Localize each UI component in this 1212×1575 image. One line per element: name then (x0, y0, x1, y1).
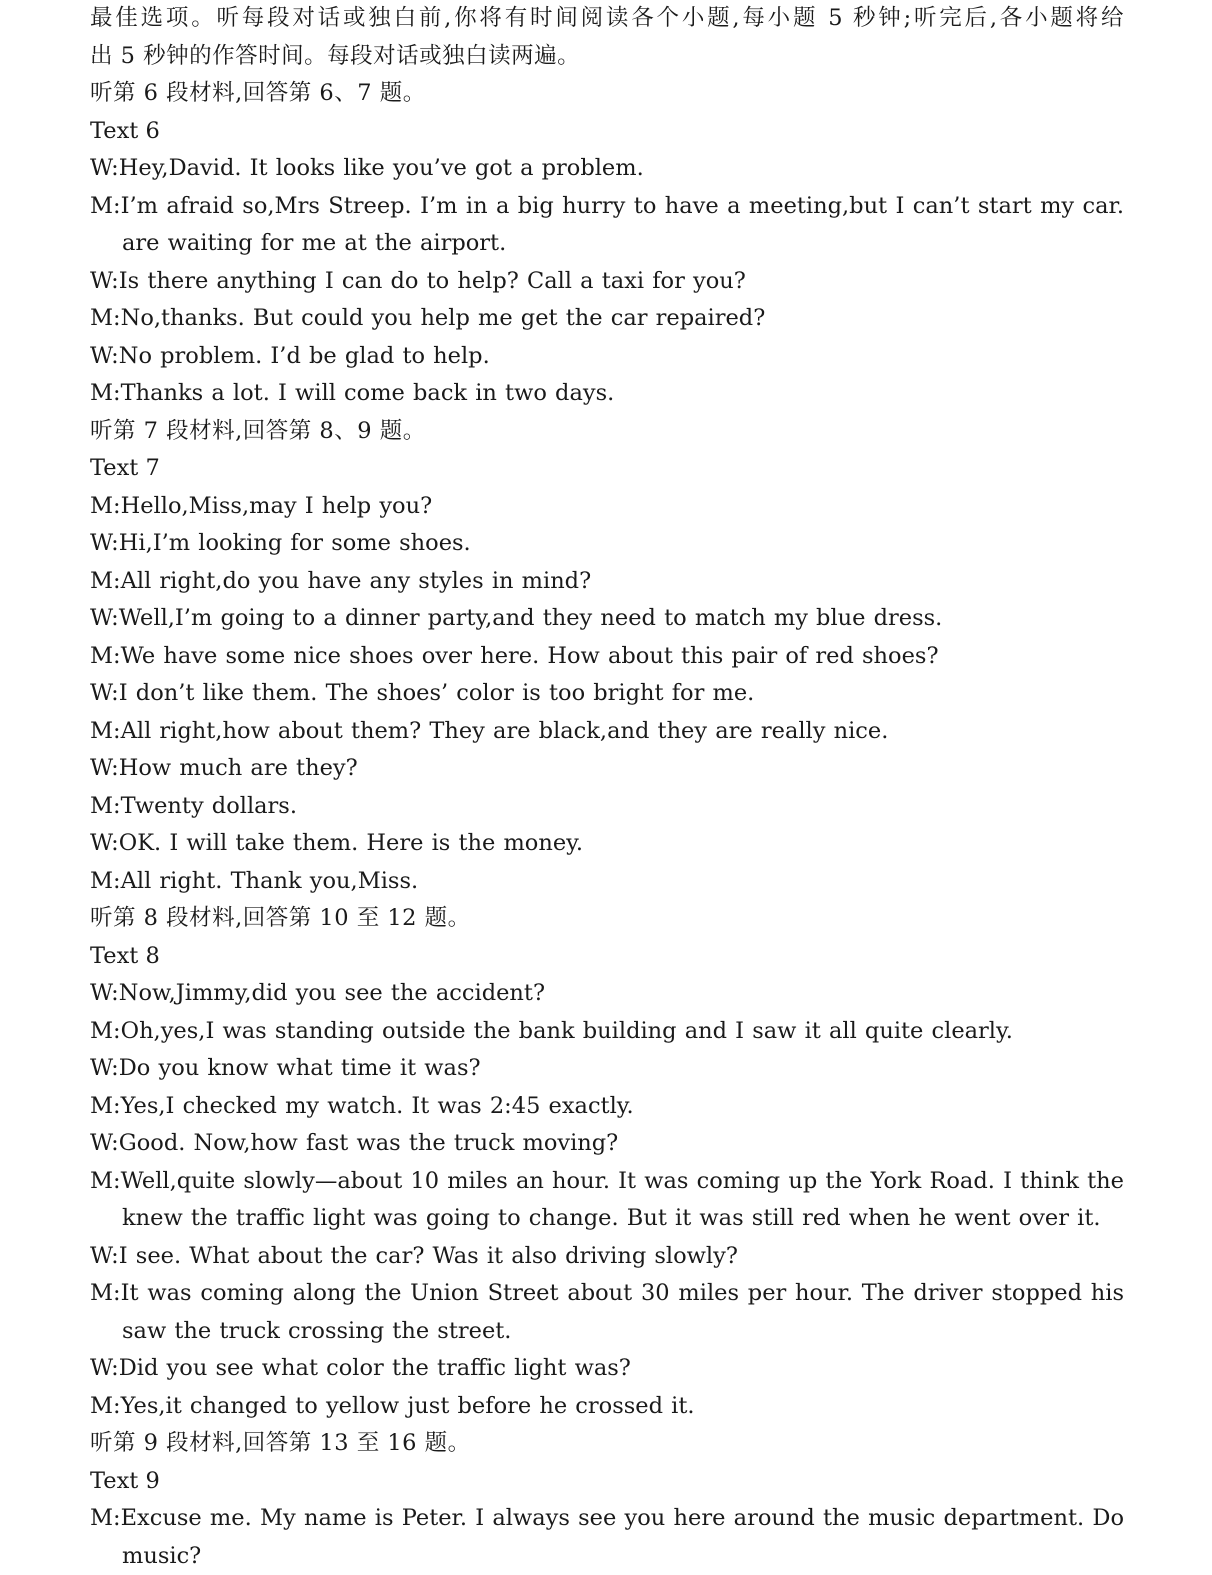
dialogue-line (90, 1163, 1124, 1201)
intro-text: 最佳选项。听每段对话或独白前,你将有时间阅读各个小题,每小题 5 秒钟;听完后,各小题将给 (90, 0, 1124, 38)
text-label: Text 6 (90, 113, 1124, 151)
dialogue-line (90, 1500, 1124, 1538)
speaker-label: M: (90, 380, 121, 406)
dialogue-line (90, 638, 1124, 676)
text-label: Text 9 (90, 1463, 1124, 1501)
speaker-label: W: (90, 605, 119, 631)
speaker-label: W: (90, 1055, 119, 1081)
dialogue-text: Yes,it changed to yellow just before he crossed it. (121, 1393, 695, 1419)
speaker-label: W: (90, 268, 119, 294)
dialogue-line (90, 1388, 1124, 1426)
speaker-label: W: (90, 830, 119, 856)
dialogue-line (90, 1125, 1124, 1163)
dialogue-line (90, 525, 1124, 563)
speaker-label: W: (90, 1355, 119, 1381)
dialogue-text: All right,how about them? They are black,and they are really nice. (121, 718, 889, 744)
speaker-label: W: (90, 980, 119, 1006)
speaker-label: M: (90, 1093, 121, 1119)
speaker-label: W: (90, 530, 119, 556)
dialogue-line (90, 188, 1124, 226)
intro-text: 出 5 秒钟的作答时间。每段对话或独白读两遍。 (90, 38, 1124, 76)
speaker-label: M: (90, 193, 121, 219)
section-heading: 听第 7 段材料,回答第 8、9 题。 (90, 413, 1124, 451)
dialogue-text: OK. I will take them. Here is the money. (119, 830, 583, 856)
dialogue-text: I’m afraid so,Mrs Streep. I’m in a big hurry to have a meeting,but I can’t start my car. (90, 193, 1124, 226)
dialogue-continuation: saw the truck crossing the street. (90, 1313, 1124, 1351)
dialogue-line (90, 1088, 1124, 1126)
speaker-label: M: (90, 718, 121, 744)
speaker-label: W: (90, 155, 119, 181)
dialogue-line (90, 863, 1124, 901)
speaker-label: M: (90, 793, 121, 819)
dialogue-text: Now,Jimmy,did you see the accident? (119, 980, 545, 1006)
dialogue-text: Did you see what color the traffic light was? (119, 1355, 631, 1381)
speaker-label: M: (90, 493, 121, 519)
dialogue-text: Thanks a lot. I will come back in two days. (121, 380, 615, 406)
speaker-label: W: (90, 680, 119, 706)
dialogue-text: No problem. I’d be glad to help. (119, 343, 490, 369)
speaker-label: W: (90, 1130, 119, 1156)
dialogue-text: How much are they? (119, 755, 358, 781)
text-label: Text 8 (90, 938, 1124, 976)
dialogue-text: I don’t like them. The shoes’ color is too bright for me. (119, 680, 755, 706)
dialogue-line (90, 788, 1124, 826)
dialogue-line (90, 1013, 1124, 1051)
dialogue-text: We have some nice shoes over here. How about this pair of red shoes? (121, 643, 939, 669)
dialogue-text: Good. Now,how fast was the truck moving? (119, 1130, 618, 1156)
speaker-label: M: (90, 1280, 121, 1306)
document-page (90, 0, 1124, 1575)
dialogue-line (90, 750, 1124, 788)
dialogue-continuation: are waiting for me at the airport. (90, 225, 1124, 263)
dialogue-text: All right. Thank you,Miss. (121, 868, 419, 894)
dialogue-line (90, 300, 1124, 338)
dialogue-text: Yes,I checked my watch. It was 2:45 exactly. (121, 1093, 634, 1119)
section-heading: 听第 9 段材料,回答第 13 至 16 题。 (90, 1425, 1124, 1463)
dialogue-line (90, 263, 1124, 301)
dialogue-line (90, 975, 1124, 1013)
dialogue-text: Hi,I’m looking for some shoes. (119, 530, 471, 556)
speaker-label: M: (90, 868, 121, 894)
dialogue-line (90, 1350, 1124, 1388)
dialogue-line (90, 713, 1124, 751)
dialogue-text: Excuse me. My name is Peter. I always see you here around the music department. Do (90, 1505, 1124, 1538)
dialogue-line (90, 563, 1124, 601)
dialogue-line (90, 338, 1124, 376)
speaker-label: M: (90, 305, 121, 331)
dialogue-line (90, 1275, 1124, 1313)
speaker-label: M: (90, 1393, 121, 1419)
speaker-label: W: (90, 1243, 119, 1269)
section-heading: 听第 6 段材料,回答第 6、7 题。 (90, 75, 1124, 113)
dialogue-line (90, 1050, 1124, 1088)
speaker-label: M: (90, 643, 121, 669)
dialogue-text: Twenty dollars. (121, 793, 297, 819)
dialogue-continuation: music? (90, 1538, 1124, 1575)
dialogue-continuation: knew the traffic light was going to change. But it was still red when he went over it. (90, 1200, 1124, 1238)
dialogue-text: It was coming along the Union Street about 30 miles per hour. The driver stopped his (90, 1280, 1124, 1313)
dialogue-line (90, 1238, 1124, 1276)
dialogue-text: No,thanks. But could you help me get the car repaired? (121, 305, 766, 331)
dialogue-line (90, 150, 1124, 188)
dialogue-line (90, 825, 1124, 863)
dialogue-text: Oh,yes,I was standing outside the bank building and I saw it all quite clearly. (121, 1018, 1013, 1044)
dialogue-text: Well,quite slowly—about 10 miles an hour. It was coming up the York Road. I think the (90, 1168, 1124, 1201)
speaker-label: W: (90, 755, 119, 781)
dialogue-text: Do you know what time it was? (119, 1055, 481, 1081)
dialogue-line (90, 488, 1124, 526)
dialogue-text: I see. What about the car? Was it also driving slowly? (119, 1243, 738, 1269)
speaker-label: M: (90, 1018, 121, 1044)
dialogue-text: Hello,Miss,may I help you? (121, 493, 433, 519)
dialogue-line (90, 375, 1124, 413)
speaker-label: M: (90, 1505, 121, 1531)
speaker-label: M: (90, 568, 121, 594)
dialogue-text: Well,I’m going to a dinner party,and they need to match my blue dress. (119, 605, 943, 631)
dialogue-text: Hey,David. It looks like you’ve got a problem. (119, 155, 644, 181)
speaker-label: W: (90, 343, 119, 369)
dialogue-line (90, 675, 1124, 713)
dialogue-line (90, 600, 1124, 638)
dialogue-text: Is there anything I can do to help? Call a taxi for you? (119, 268, 746, 294)
speaker-label: M: (90, 1168, 121, 1194)
text-label: Text 7 (90, 450, 1124, 488)
dialogue-text: All right,do you have any styles in mind? (121, 568, 592, 594)
section-heading: 听第 8 段材料,回答第 10 至 12 题。 (90, 900, 1124, 938)
